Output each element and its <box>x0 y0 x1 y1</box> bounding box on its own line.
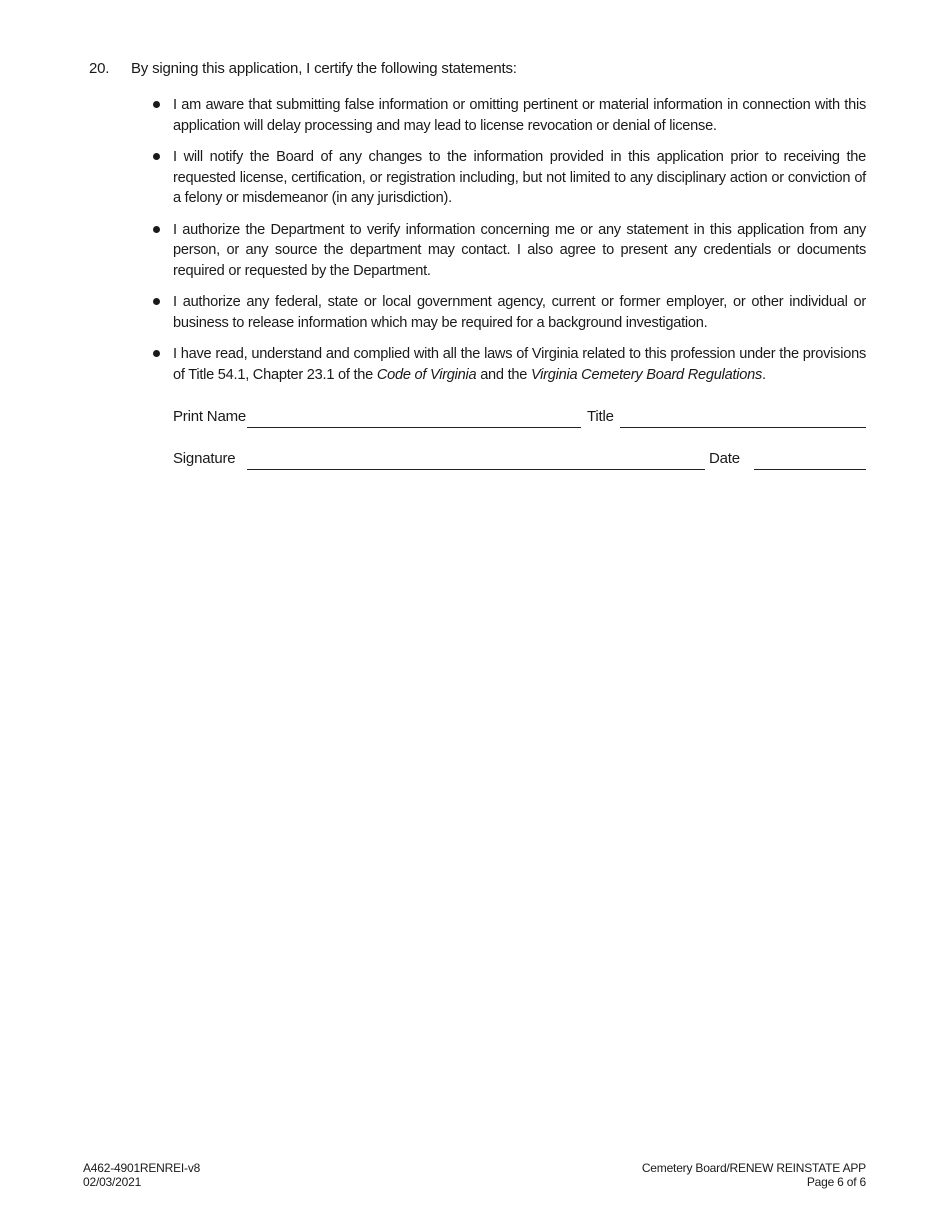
bullet-icon <box>153 101 160 108</box>
signature-date-row <box>173 450 866 472</box>
form-date: 02/03/2021 <box>83 1175 142 1189</box>
statement-text: I am aware that submitting false information or omitting pertinent or material information in connection with this application will delay processing and may lead to license revocation or denial of license. <box>173 97 866 134</box>
item-number: 20. <box>89 60 110 77</box>
bullet-icon <box>153 350 160 357</box>
statement-text-part: I have read, understand and complied with all the laws of Virginia related to this profession under the provisions of Title 54.1, Chapter 23.1 of the <box>173 346 866 383</box>
statement-false-information <box>150 95 866 136</box>
form-id: A462-4901RENREI-v8 <box>83 1161 201 1175</box>
form-title: Cemetery Board/RENEW REINSTATE APP <box>641 1161 866 1175</box>
code-of-virginia-citation: Code of Virginia <box>376 366 477 383</box>
print-name-title-row <box>173 408 866 430</box>
bullet-icon <box>153 153 160 160</box>
footer-left <box>83 1161 200 1189</box>
bullet-icon <box>153 298 160 305</box>
statement-laws-compliance <box>150 344 866 385</box>
bullet-icon <box>153 226 160 233</box>
title-field[interactable] <box>620 408 866 428</box>
statement-text-part: . <box>762 366 766 383</box>
item-intro: By signing this application, I certify the following statements: <box>131 60 517 77</box>
statement-text: I will notify the Board of any changes to the information provided in this application prior to receiving the requested license, certification, or registration including, but not limited to any disciplinary action or conviction of a felony or misdemeanor (in any jurisdiction). <box>173 149 866 206</box>
statement-text-part: and the <box>476 366 531 383</box>
page-number: Page 6 of 6 <box>806 1175 866 1189</box>
statement-authorize-release <box>150 292 866 333</box>
statement-text: I authorize the Department to verify information concerning me or any statement in this application from any person, or any source the department may contact. I also agree to present any credentials or documents required or requested by the Department. <box>173 221 866 279</box>
date-field[interactable] <box>754 450 866 470</box>
print-name-label: Print Name <box>173 408 247 425</box>
print-name-field[interactable] <box>247 408 581 428</box>
certification-statements <box>150 95 866 396</box>
signature-field[interactable] <box>247 450 705 470</box>
statement-text <box>173 346 866 383</box>
date-label: Date <box>709 450 740 467</box>
statement-text: I authorize any federal, state or local government agency, current or former employer, or other individual or business to release information which may be required for a background investigation. <box>173 294 866 331</box>
signature-label: Signature <box>173 450 236 467</box>
title-label: Title <box>587 408 614 425</box>
footer-right <box>642 1161 866 1189</box>
statement-authorize-department <box>150 220 866 282</box>
statement-notify-board <box>150 147 866 209</box>
cemetery-board-regulations-citation: Virginia Cemetery Board Regulations <box>530 366 763 383</box>
